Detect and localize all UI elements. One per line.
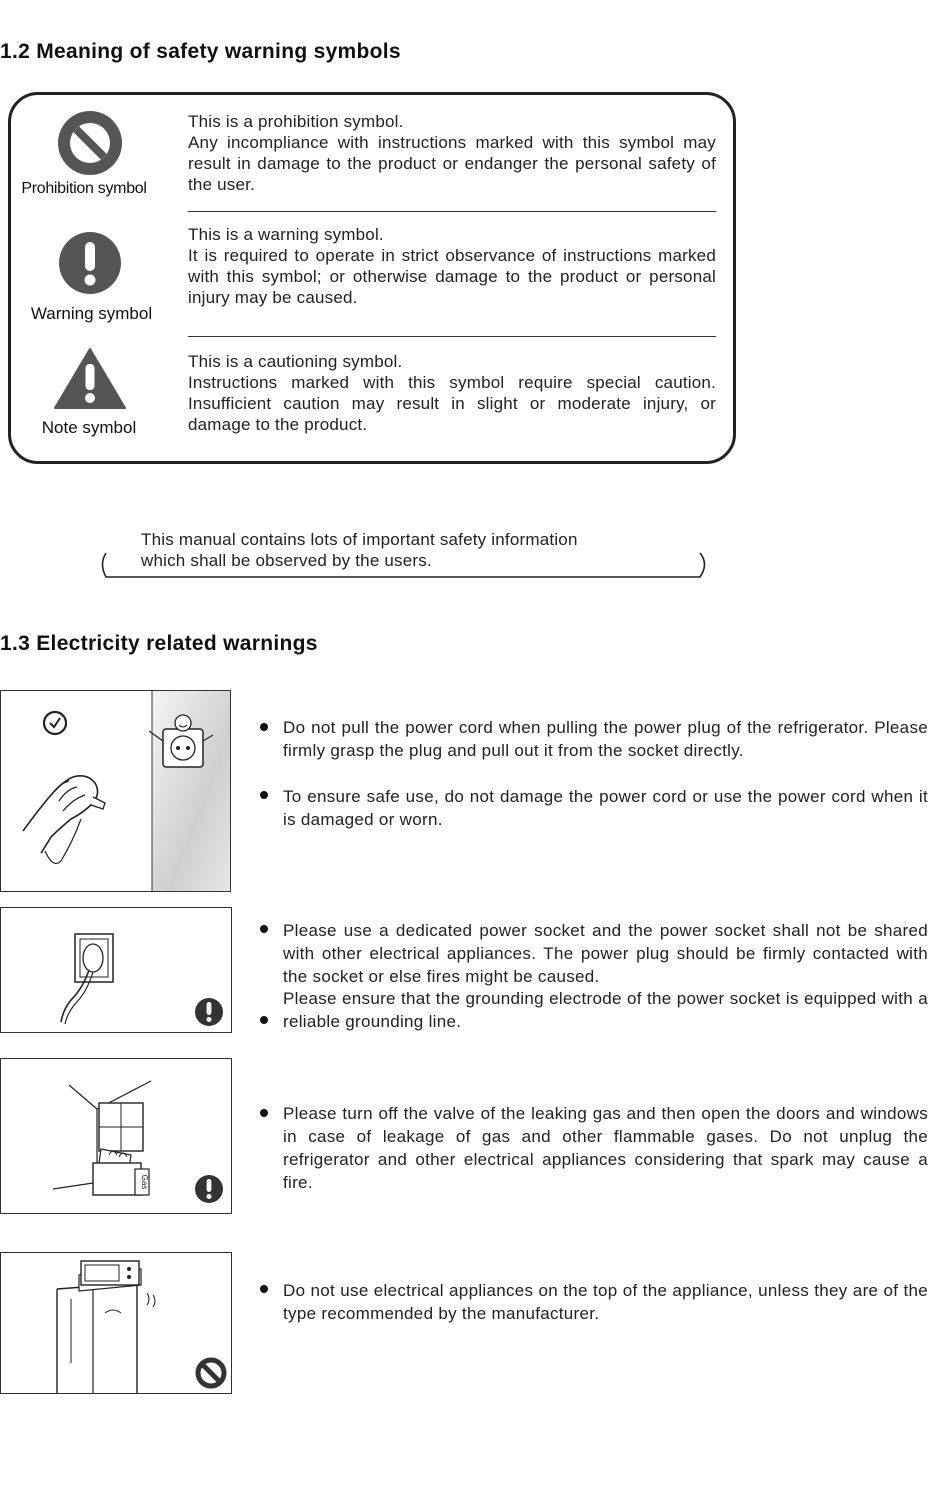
symbol-desc-body: It is required to operate in strict observance of instructions marked with this symbol; or otherwise damage to the product or personal injury may be caused. xyxy=(188,246,716,307)
microwave-on-refrigerator-illustration xyxy=(0,1252,232,1394)
wall-socket-illustration xyxy=(0,907,232,1033)
bullet xyxy=(260,791,268,799)
section-heading-electricity xyxy=(0,632,318,656)
symbol-divider xyxy=(188,336,716,337)
warning-text: To ensure safe use, do not damage the power cord or use the power cord when it is damaged or worn. xyxy=(283,787,928,829)
warning-exclamation-icon xyxy=(195,1175,223,1203)
section-number: 1 xyxy=(0,632,12,655)
bullet xyxy=(260,925,268,933)
symbol-desc-body: Instructions marked with this symbol require special caution. Insufficient caution may result in slight or moderate injury, or damage to the product. xyxy=(188,373,716,434)
note-bracket xyxy=(98,550,710,580)
prohibition-icon xyxy=(58,111,122,175)
prohibition-outline-icon xyxy=(44,712,66,734)
symbol-divider xyxy=(188,211,716,212)
hand-pulling-plug-illustration xyxy=(0,690,231,892)
symbol-desc-body: Any incompliance with instructions marked with this symbol may result in damage to the product or endanger the personal safety of the user. xyxy=(188,133,716,194)
caution-triangle-icon xyxy=(54,347,126,409)
warning-text: Please turn off the valve of the leaking gas and then open the doors and windows in case of leakage of gas and other flammable gases. Do not unplug the refrigerator and other electrical appliances considering that spark may cause a fire. xyxy=(283,1104,928,1192)
symbol-desc-title: This is a warning symbol. xyxy=(188,225,384,244)
section-number: 1 xyxy=(0,40,12,63)
warning-text: Do not use electrical appliances on the top of the appliance, unless they are of the type recommended by the manufacturer. xyxy=(283,1281,928,1323)
warning-text: Do not pull the power cord when pulling the power plug of the refrigerator. Please firmly grasp the plug and pull out it from the socket directly. xyxy=(283,718,928,760)
symbol-desc-prohibition xyxy=(188,111,716,195)
warning-exclamation-icon xyxy=(195,998,223,1026)
symbol-label-note: Note symbol xyxy=(41,418,137,437)
safety-note-line-2: which shall be observed by the users. xyxy=(141,551,432,570)
section-title: Electricity related warnings xyxy=(36,632,318,655)
bullet xyxy=(260,723,268,731)
warning-text: Please use a dedicated power socket and the power socket shall not be shared with other electrical appliances. The power plug should be firmly contacted with the socket or else fires might be caused. xyxy=(283,921,928,986)
symbol-label-prohibition: Prohibition symbol xyxy=(21,180,147,197)
symbol-desc-warning xyxy=(188,224,716,308)
symbol-desc-title: This is a prohibition symbol. xyxy=(188,112,404,131)
symbol-desc-title: This is a cautioning symbol. xyxy=(188,352,403,371)
prohibition-icon xyxy=(198,1360,224,1386)
bullet xyxy=(260,1016,268,1024)
gas-leak-kitchen-illustration xyxy=(0,1058,232,1214)
safety-note-line-1: This manual contains lots of important safety information xyxy=(141,530,578,549)
section-number-suffix: .3 xyxy=(11,632,31,655)
bullet xyxy=(260,1285,268,1293)
section-title: Meaning of safety warning symbols xyxy=(36,40,401,63)
symbol-desc-note xyxy=(188,351,716,435)
gas-label: Gas xyxy=(140,1174,149,1190)
warning-exclamation-icon xyxy=(59,232,121,294)
symbol-label-warning: Warning symbol xyxy=(30,304,153,323)
bullet xyxy=(260,1109,268,1117)
section-heading-symbols xyxy=(0,40,401,64)
section-number-suffix: .2 xyxy=(11,40,31,63)
warning-text: Please ensure that the grounding electrode of the power socket is equipped with a reliable grounding line. xyxy=(283,989,928,1031)
